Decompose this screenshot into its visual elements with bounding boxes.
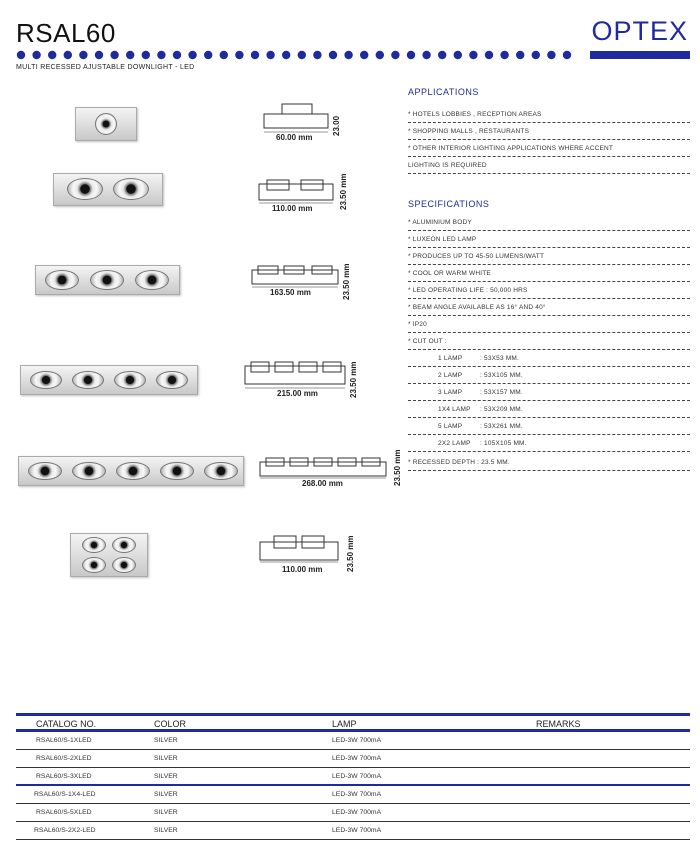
cutout-label: 1 LAMP [438,355,463,362]
cutout-value: : 53X105 MM. [480,372,523,379]
rule-dot [454,51,462,59]
rule-dot [79,51,87,59]
model-title: RSAL60 [16,18,116,48]
rule-dot [344,51,352,59]
application-item: LIGHTING IS REQUIRED [408,158,690,174]
specifications-title: SPECIFICATIONS [408,199,490,209]
rule-dot [407,51,415,59]
dim-height: 23.50 mm [346,535,355,572]
table-row [16,732,690,750]
rule-dot [563,51,571,59]
dimension-drawing-2 [257,170,357,220]
cutout-value: : 53X53 MM. [480,355,520,362]
dim-width: 60.00 mm [276,133,313,142]
brand-logo: OPTEX [591,16,688,46]
cell-catalog: RSAL60/S-2X2-LED [34,827,96,834]
rule-dot [391,51,399,59]
product-photo-2-lamp [53,173,163,206]
cutout-label: 5 LAMP [438,423,463,430]
cutout-value: : 53X261 MM. [480,423,523,430]
spec-item: * IP20 [408,317,690,333]
rule-dot [235,51,243,59]
dim-width: 110.00 mm [272,204,313,213]
rule-dot [282,51,290,59]
spec-item: * LED OPERATING LIFE : 50,000 HRS [408,283,690,299]
spec-item: * ALUMINIUM BODY [408,215,690,231]
application-item: * HOTELS LOBBIES , RECEPTION AREAS [408,107,690,123]
cutout-label: 3 LAMP [438,389,463,396]
rule-dot [251,51,259,59]
cell-color: SILVER [154,755,178,762]
dimension-drawing-6 [258,528,368,580]
cutout-row [408,402,690,418]
cell-color: SILVER [154,809,178,816]
rule-dot [188,51,196,59]
cell-lamp: LED-3W 700mA [332,791,382,798]
rule-dot [360,51,368,59]
dim-height: 23.50 mm [349,361,358,398]
cutout-value: : 53X157 MM. [480,389,523,396]
rule-dot [532,51,540,59]
spec-item: * COOL OR WARM WHITE [408,266,690,282]
product-photo-2x2-lamp [70,533,148,577]
rule-dot [32,51,40,59]
cutout-value: : 105X105 MM. [480,440,527,447]
product-photo-1-lamp [75,107,137,141]
table-row [16,804,690,822]
cutout-row [408,385,690,401]
header-lamp: LAMP [332,719,357,729]
product-photo-5-lamp [18,456,244,486]
cell-lamp: LED-3W 700mA [332,755,382,762]
rule-dot [157,51,165,59]
rule-dot [204,51,212,59]
cell-color: SILVER [154,737,178,744]
dim-height: 23.50 mm [339,173,348,210]
rule-dot [48,51,56,59]
cell-catalog: RSAL60/S-2XLED [36,755,92,762]
dimension-drawing-1 [262,100,362,148]
spec-item: * LUXEON LED LAMP [408,232,690,248]
rule-dot [126,51,134,59]
rule-dot [329,51,337,59]
catalog-table [16,713,690,840]
rule-dot [313,51,321,59]
cell-color: SILVER [154,773,178,780]
header-remarks: REMARKS [536,719,581,729]
cell-color: SILVER [154,827,178,834]
rule-dot [173,51,181,59]
dim-width: 110.00 mm [282,565,323,574]
dim-height: 23.50 mm [342,263,351,300]
cutout-row [408,368,690,384]
header-color: COLOR [154,719,187,729]
product-photo-3-lamp [35,265,180,295]
cell-catalog: RSAL60/S-3XLED [36,773,92,780]
dim-width: 163.50 mm [270,288,311,297]
cutout-label: 2X2 LAMP [438,440,471,447]
table-header [16,713,690,732]
application-item: * OTHER INTERIOR LIGHTING APPLICATIONS WHERE ACCENT [408,141,690,157]
cutout-value: : 53X209 MM. [480,406,523,413]
cutout-label: 1X4 LAMP [438,406,471,413]
rule-dot [516,51,524,59]
rule-dot [64,51,72,59]
cell-lamp: LED-3W 700mA [332,827,382,834]
rule-dot [485,51,493,59]
cell-lamp: LED-3W 700mA [332,737,382,744]
dimension-drawing-4 [243,352,365,402]
product-subtitle: MULTI RECESSED AJUSTABLE DOWNLIGHT - LED [16,64,195,71]
rule-dot [469,51,477,59]
dim-width: 268.00 mm [302,479,343,488]
dim-height: 23.50 mm [393,449,402,486]
cutout-label: 2 LAMP [438,372,463,379]
rule-dot [95,51,103,59]
dim-height: 23.00 [332,115,341,136]
rule-dot [220,51,228,59]
dotted-rule [16,50,584,60]
spec-item: * BEAM ANGLE AVAILABLE AS 16° AND 40° [408,300,690,316]
cell-lamp: LED-3W 700mA [332,773,382,780]
rule-dot [142,51,150,59]
rule-dot [298,51,306,59]
rule-dot [376,51,384,59]
dim-width: 215.00 mm [277,389,318,398]
rule-dot [500,51,508,59]
cell-color: SILVER [154,791,178,798]
table-row [16,786,690,804]
applications-title: APPLICATIONS [408,87,479,97]
spec-item: * PRODUCES UP TO 45-50 LUMENS/WATT [408,249,690,265]
brand-bar [590,51,690,59]
cutout-row [408,351,690,367]
rule-dot [422,51,430,59]
cutout-row [408,419,690,435]
rule-dot [17,51,25,59]
rule-dot [110,51,118,59]
cell-lamp: LED-3W 700mA [332,809,382,816]
rule-dot [547,51,555,59]
cell-catalog: RSAL60/S-1XLED [36,737,92,744]
table-row [16,768,690,786]
application-item: * SHOPPING MALLS , RESTAURANTS [408,124,690,140]
product-photo-1x4-lamp [20,365,198,395]
rule-dot [266,51,274,59]
cell-catalog: RSAL60/S-5XLED [36,809,92,816]
dimension-drawing-3 [250,260,360,300]
cutout-row [408,436,690,452]
table-row [16,750,690,768]
spec-item: * RECESSED DEPTH : 23.5 MM. [408,455,690,471]
table-row [16,822,690,840]
rule-dot [438,51,446,59]
cell-catalog: RSAL60/S-1X4-LED [34,791,96,798]
header-catalog: CATALOG NO. [36,719,97,729]
dimension-drawing-5 [258,449,408,492]
spec-item: * CUT OUT : [408,334,690,350]
